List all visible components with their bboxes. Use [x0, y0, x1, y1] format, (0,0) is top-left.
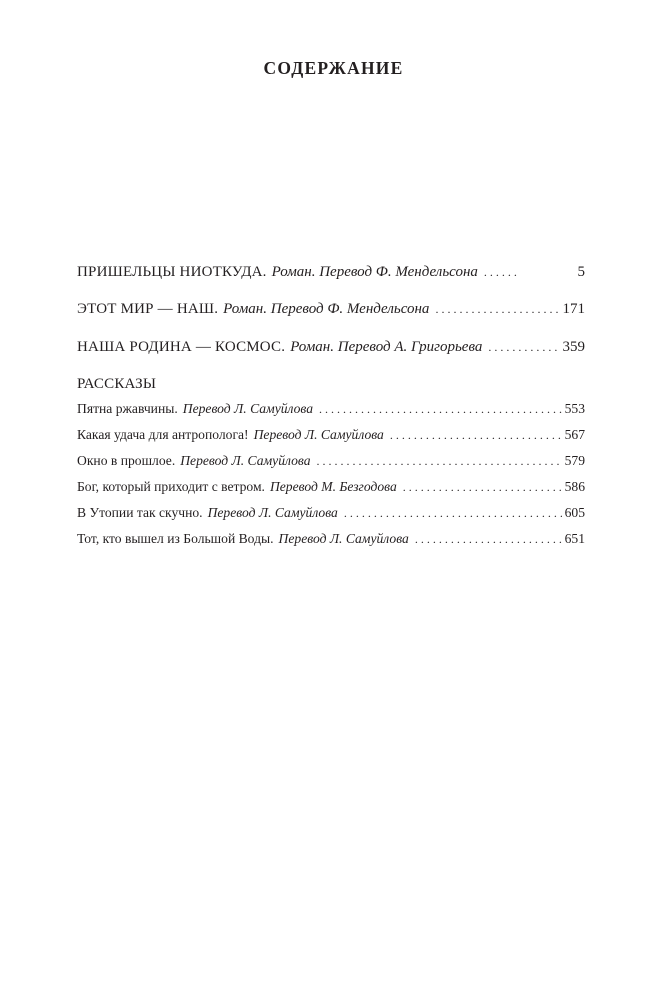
entry-title: Окно в прошлое.: [77, 453, 176, 468]
dot-leader: [415, 532, 562, 547]
entry-page-number: 579: [564, 453, 585, 468]
toc-entry-novel-1[interactable]: [77, 264, 585, 281]
toc-entry-story-4[interactable]: [77, 479, 585, 495]
entry-note: Перевод Л. Самуйлова: [253, 427, 384, 442]
stories-section-heading: РАССКАЗЫ: [77, 376, 157, 392]
entry-title: В Утопии так скучно.: [77, 505, 203, 520]
entry-note: Перевод Л. Самуйлова: [207, 505, 338, 520]
entry-page-number: 586: [564, 479, 585, 494]
entry-title: НАША РОДИНА — КОСМОС.: [77, 339, 286, 355]
entry-page-number: 553: [564, 401, 585, 416]
entry-title: Тот, кто вышел из Большой Воды.: [77, 531, 274, 546]
toc-entry-story-3[interactable]: [77, 453, 585, 469]
entry-note: Роман. Перевод А. Григорьева: [290, 339, 483, 355]
entry-page-number: 171: [562, 301, 585, 317]
entry-note: Перевод Л. Самуйлова: [180, 453, 311, 468]
page-title: СОДЕРЖАНИЕ: [263, 58, 404, 78]
toc-entry-story-5[interactable]: [77, 505, 585, 521]
entry-page-number: 5: [577, 264, 585, 280]
entry-note: Перевод Л. Самуйлова: [182, 401, 314, 416]
entry-page-number: 651: [564, 531, 585, 546]
toc-entry-story-6[interactable]: [77, 531, 585, 547]
dot-leader: [484, 265, 518, 280]
entry-title: Пятна ржавчины.: [77, 401, 178, 416]
toc-entry-story-2[interactable]: [77, 427, 585, 443]
dot-leader: [319, 402, 562, 417]
entry-title: Какая удача для антрополога!: [77, 427, 249, 442]
toc-entry-novel-2[interactable]: [77, 301, 585, 318]
dot-leader: [390, 428, 562, 443]
dot-leader: [488, 340, 559, 355]
dot-leader: [435, 302, 559, 317]
entry-note: Роман. Перевод Ф. Мендельсона: [223, 301, 430, 317]
toc-entry-story-1[interactable]: [77, 401, 585, 417]
toc-entry-novel-3[interactable]: [77, 339, 585, 356]
entry-note: Перевод Л. Самуйлова: [278, 531, 409, 546]
entry-page-number: 567: [564, 427, 585, 442]
dot-leader: [317, 454, 562, 469]
dot-leader: [344, 506, 562, 521]
dot-leader: [403, 480, 562, 495]
entry-title: ЭТОТ МИР — НАШ.: [77, 301, 219, 317]
entry-title: ПРИШЕЛЬЦЫ НИОТКУДА.: [77, 264, 267, 280]
entry-note: Роман. Перевод Ф. Мендельсона: [271, 264, 478, 280]
entry-page-number: 359: [562, 339, 585, 355]
entry-page-number: 605: [564, 505, 585, 520]
entry-note: Перевод М. Безгодова: [269, 479, 397, 494]
entry-title: Бог, который приходит с ветром.: [77, 479, 265, 494]
